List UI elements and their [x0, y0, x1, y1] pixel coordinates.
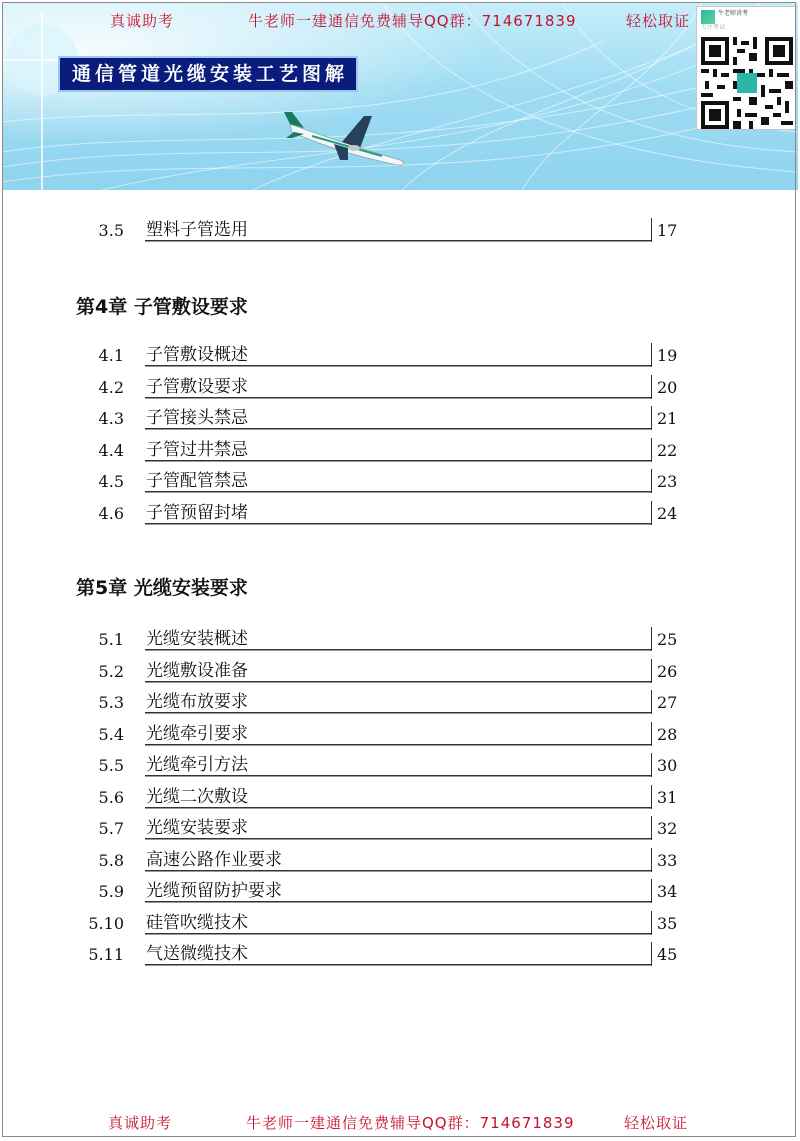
toc-row[interactable] — [0, 627, 800, 651]
toc-leader-line — [145, 838, 651, 839]
toc-number: 5.11 — [88, 945, 124, 964]
toc-leader-line — [145, 712, 651, 713]
toc-title: 子管配管禁忌 — [146, 471, 248, 491]
toc-separator — [651, 785, 652, 809]
qr-brand — [701, 10, 795, 36]
toc-title: 光缆安装概述 — [146, 629, 248, 649]
toc-title: 硅管吹缆技术 — [146, 913, 248, 933]
toc-row[interactable] — [0, 659, 800, 683]
promo-text-left: 真诚助考 — [110, 12, 175, 30]
toc-separator — [651, 879, 652, 903]
toc-number: 5.1 — [98, 630, 124, 649]
header-banner — [2, 2, 798, 190]
toc-number: 5.9 — [98, 882, 124, 901]
toc-leader-line — [145, 775, 651, 776]
toc-page-number: 24 — [657, 504, 678, 523]
toc-title: 子管敷设概述 — [146, 345, 248, 365]
toc-number: 5.6 — [98, 788, 124, 807]
toc-row[interactable] — [0, 879, 800, 903]
toc-row[interactable] — [0, 469, 800, 493]
chapter-4-heading[interactable]: 第4章 子管敷设要求 — [76, 296, 248, 318]
toc-number: 4.6 — [98, 504, 124, 523]
toc-leader-line — [145, 964, 651, 965]
toc-number: 4.3 — [98, 409, 124, 428]
toc-number: 5.7 — [98, 819, 124, 838]
toc-title: 子管过井禁忌 — [146, 440, 248, 460]
toc-leader-line — [145, 681, 651, 682]
footer-text-center: 牛老师一建通信免费辅导QQ群：714671839 — [246, 1114, 575, 1132]
toc-page-number: 31 — [657, 788, 678, 807]
promo-text-right: 轻松取证 — [626, 12, 691, 30]
toc-page-number: 27 — [657, 693, 678, 712]
toc-row[interactable] — [0, 438, 800, 462]
toc-leader-line — [145, 649, 651, 650]
toc-number: 4.1 — [98, 346, 124, 365]
toc-row[interactable] — [0, 343, 800, 367]
toc-leader-line — [145, 901, 651, 902]
toc-leader-line — [145, 460, 651, 461]
toc-page-number: 35 — [657, 914, 678, 933]
toc-number: 5.5 — [98, 756, 124, 775]
toc-row[interactable] — [0, 406, 800, 430]
qr-code-panel — [696, 6, 796, 130]
footer-text-left: 真诚助考 — [108, 1114, 173, 1132]
toc-separator — [651, 627, 652, 651]
toc-number: 5.3 — [98, 693, 124, 712]
toc-page-number: 23 — [657, 472, 678, 491]
toc-title: 光缆布放要求 — [146, 692, 248, 712]
toc-number: 5.2 — [98, 662, 124, 681]
toc-leader-line — [145, 744, 651, 745]
toc-row[interactable] — [0, 375, 800, 399]
toc-page-number: 25 — [657, 630, 678, 649]
toc-leader-line — [145, 365, 651, 366]
toc-number: 5.4 — [98, 725, 124, 744]
toc-page-number: 28 — [657, 725, 678, 744]
toc-leader-line — [145, 397, 651, 398]
toc-title: 气送微缆技术 — [146, 944, 248, 964]
toc-row[interactable] — [0, 816, 800, 840]
toc-row[interactable] — [0, 911, 800, 935]
chapter-5-heading[interactable]: 第5章 光缆安装要求 — [76, 577, 248, 599]
toc-row[interactable] — [0, 848, 800, 872]
toc-leader-line — [145, 428, 651, 429]
toc-title: 光缆牵引要求 — [146, 724, 248, 744]
brand-logo-icon — [701, 10, 715, 24]
qr-code-icon — [701, 37, 793, 129]
toc-page-number: 34 — [657, 882, 678, 901]
toc-number: 4.2 — [98, 378, 124, 397]
toc-page-number: 26 — [657, 662, 678, 681]
toc-title: 子管预留封堵 — [146, 503, 248, 523]
toc-number: 3.5 — [98, 221, 124, 240]
toc-row[interactable] — [0, 753, 800, 777]
toc-separator — [651, 753, 652, 777]
toc-separator — [651, 848, 652, 872]
toc-row[interactable] — [0, 218, 800, 242]
toc-separator — [651, 942, 652, 966]
toc-separator — [651, 438, 652, 462]
toc-page-number: 22 — [657, 441, 678, 460]
toc-separator — [651, 501, 652, 525]
footer-text-right: 轻松取证 — [624, 1114, 689, 1132]
toc-separator — [651, 469, 652, 493]
toc-title: 光缆牵引方法 — [146, 755, 248, 775]
toc-row[interactable] — [0, 722, 800, 746]
toc-separator — [651, 722, 652, 746]
toc-page-number: 30 — [657, 756, 678, 775]
toc-row[interactable] — [0, 785, 800, 809]
promo-text-center: 牛老师一建通信免费辅导QQ群：714671839 — [248, 12, 577, 30]
toc-page-number: 21 — [657, 409, 678, 428]
airplane-icon — [282, 110, 422, 170]
toc-page-number: 32 — [657, 819, 678, 838]
toc-separator — [651, 911, 652, 935]
toc-title: 光缆预留防护要求 — [146, 881, 282, 901]
toc-number: 4.4 — [98, 441, 124, 460]
toc-separator — [651, 659, 652, 683]
toc-separator — [651, 218, 652, 242]
toc-separator — [651, 406, 652, 430]
toc-title: 子管接头禁忌 — [146, 408, 248, 428]
document-title: 通信管道光缆安装工艺图解 — [58, 56, 358, 92]
toc-page-number: 20 — [657, 378, 678, 397]
toc-leader-line — [145, 933, 651, 934]
toc-number: 5.8 — [98, 851, 124, 870]
toc-title: 光缆敷设准备 — [146, 661, 248, 681]
brand-line-2: 专注考试 — [701, 24, 726, 31]
toc-row[interactable] — [0, 690, 800, 714]
toc-leader-line — [145, 491, 651, 492]
toc-page-number: 19 — [657, 346, 678, 365]
toc-separator — [651, 343, 652, 367]
toc-separator — [651, 690, 652, 714]
toc-separator — [651, 375, 652, 399]
toc-title: 光缆安装要求 — [146, 818, 248, 838]
toc-number: 4.5 — [98, 472, 124, 491]
toc-row[interactable] — [0, 501, 800, 525]
toc-number: 5.10 — [88, 914, 124, 933]
toc-title: 子管敷设要求 — [146, 377, 248, 397]
toc-row[interactable] — [0, 942, 800, 966]
toc-leader-line — [145, 240, 651, 241]
toc-title: 光缆二次敷设 — [146, 787, 248, 807]
toc-title: 高速公路作业要求 — [146, 850, 282, 870]
toc-leader-line — [145, 807, 651, 808]
toc-leader-line — [145, 523, 651, 524]
toc-page-number: 45 — [657, 945, 678, 964]
toc-leader-line — [145, 870, 651, 871]
toc-separator — [651, 816, 652, 840]
toc-page-number: 17 — [657, 221, 678, 240]
brand-line-1: 牛老师讲考 — [718, 10, 749, 17]
toc-title: 塑料子管选用 — [146, 220, 248, 240]
toc-page-number: 33 — [657, 851, 678, 870]
